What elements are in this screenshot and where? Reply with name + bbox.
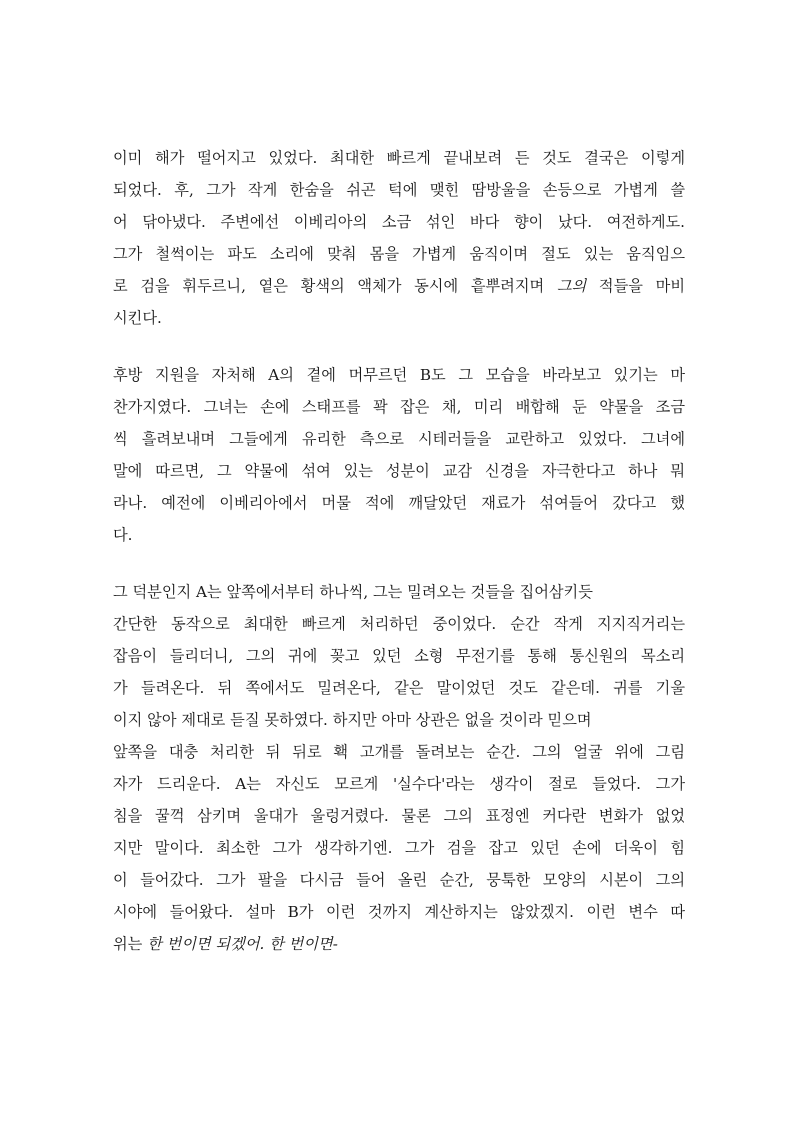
text-span: 어 닦아냈다. 주변에선 이베리아의 소금 섞인 바다 향이 났다. 여전하게도. <box>113 213 685 231</box>
text-span: 앞쪽을 대충 처리한 뒤 뒤로 홱 고개를 돌려보는 순간. 그의 얼굴 위에 그림 <box>113 743 685 761</box>
text-span: 침을 꿀꺽 삼키며 울대가 울렁거렸다. 물론 그의 표정엔 커다란 변화가 없었 <box>113 807 685 825</box>
text-line <box>113 302 685 334</box>
text-span: 라나. 예전에 이베리아에서 머물 적에 깨달았던 재료가 섞여들어 갔다고 했 <box>113 494 685 512</box>
text-span: 말에 따르면, 그 약물에 섞여 있는 성분이 교감 신경을 자극한다고 하나 뭐 <box>113 462 685 480</box>
text-line <box>113 672 685 704</box>
text-line <box>113 423 685 455</box>
text-span: 씩 흘려보내며 그들에게 유리한 측으로 시테러들을 교란하고 있었다. 그녀에 <box>113 430 685 448</box>
text-line <box>113 270 685 302</box>
text-line <box>113 928 685 960</box>
text-line <box>113 142 685 174</box>
document-page <box>113 142 685 985</box>
italic-text: 그의 <box>556 277 587 295</box>
text-line <box>113 519 685 551</box>
text-span: 시야에 들어왔다. 설마 B가 이런 것까지 계산하지는 않았겠지. 이런 변수 따 <box>113 903 685 921</box>
text-line <box>113 704 685 736</box>
text-line <box>113 455 685 487</box>
text-line <box>113 391 685 423</box>
text-span: 되었다. 후, 그가 작게 한숨을 쉬곤 턱에 맺힌 땀방울을 손등으로 가볍게 쓸 <box>113 181 685 199</box>
text-line <box>113 359 685 391</box>
text-span: 간단한 동작으로 최대한 빠르게 처리하던 중이었다. 순간 작게 지지직거리는 <box>113 615 685 633</box>
text-line <box>113 238 685 270</box>
text-line <box>113 576 685 608</box>
text-line <box>113 832 685 864</box>
paragraph <box>113 576 685 960</box>
text-span: 로 검을 휘두르니, 옅은 황색의 액체가 동시에 흩뿌려지며 <box>113 277 557 295</box>
text-line <box>113 800 685 832</box>
paragraph <box>113 142 685 334</box>
text-line <box>113 174 685 206</box>
text-span: 이미 해가 떨어지고 있었다. 최대한 빠르게 끝내보려 든 것도 결국은 이렇게 <box>113 149 685 167</box>
text-span: 다. <box>113 526 133 544</box>
text-span: 후방 지원을 자처해 A의 곁에 머무르던 B도 그 모습을 바라보고 있기는 마 <box>113 366 685 384</box>
text-span: 지만 말이다. 최소한 그가 생각하기엔. 그가 검을 잡고 있던 손에 더욱이 힘 <box>113 839 685 857</box>
text-line <box>113 736 685 768</box>
italic-text: 한 번이면 되겠어. 한 번이면- <box>147 935 338 953</box>
text-span: 가 들려온다. 뒤 쪽에서도 밀려온다, 같은 말이었던 것도 같은데. 귀를 기울 <box>113 679 685 697</box>
text-span: 그 덕분인지 A는 앞쪽에서부터 하나씩, 그는 밀려오는 것들을 집어삼키듯 <box>113 583 593 601</box>
text-span: 찬가지였다. 그녀는 손에 스태프를 꽉 잡은 채, 미리 배합해 둔 약물을 조금 <box>113 398 685 416</box>
text-span: 그가 철썩이는 파도 소리에 맞춰 몸을 가볍게 움직이며 절도 있는 움직임으 <box>113 245 685 263</box>
text-span: 잡음이 들리더니, 그의 귀에 꽂고 있던 소형 무전기를 통해 통신원의 목소리 <box>113 647 685 665</box>
text-span: 이 들어갔다. 그가 팔을 다시금 들어 올린 순간, 뭉툭한 모양의 시본이 그의 <box>113 871 685 889</box>
text-span: 이지 않아 제대로 듣질 못하였다. 하지만 아마 상관은 없을 것이라 믿으며 <box>113 711 592 729</box>
text-line <box>113 487 685 519</box>
text-span: 적들을 마비 <box>586 277 685 295</box>
text-span: 시킨다. <box>113 309 162 327</box>
text-line <box>113 896 685 928</box>
paragraph <box>113 359 685 551</box>
text-line <box>113 768 685 800</box>
text-line <box>113 206 685 238</box>
text-span: 위는 <box>113 935 148 953</box>
text-span: 자가 드리운다. A는 자신도 모르게 '실수다'라는 생각이 절로 들었다. 그가 <box>113 775 685 793</box>
text-line <box>113 608 685 640</box>
text-line <box>113 640 685 672</box>
text-line <box>113 864 685 896</box>
